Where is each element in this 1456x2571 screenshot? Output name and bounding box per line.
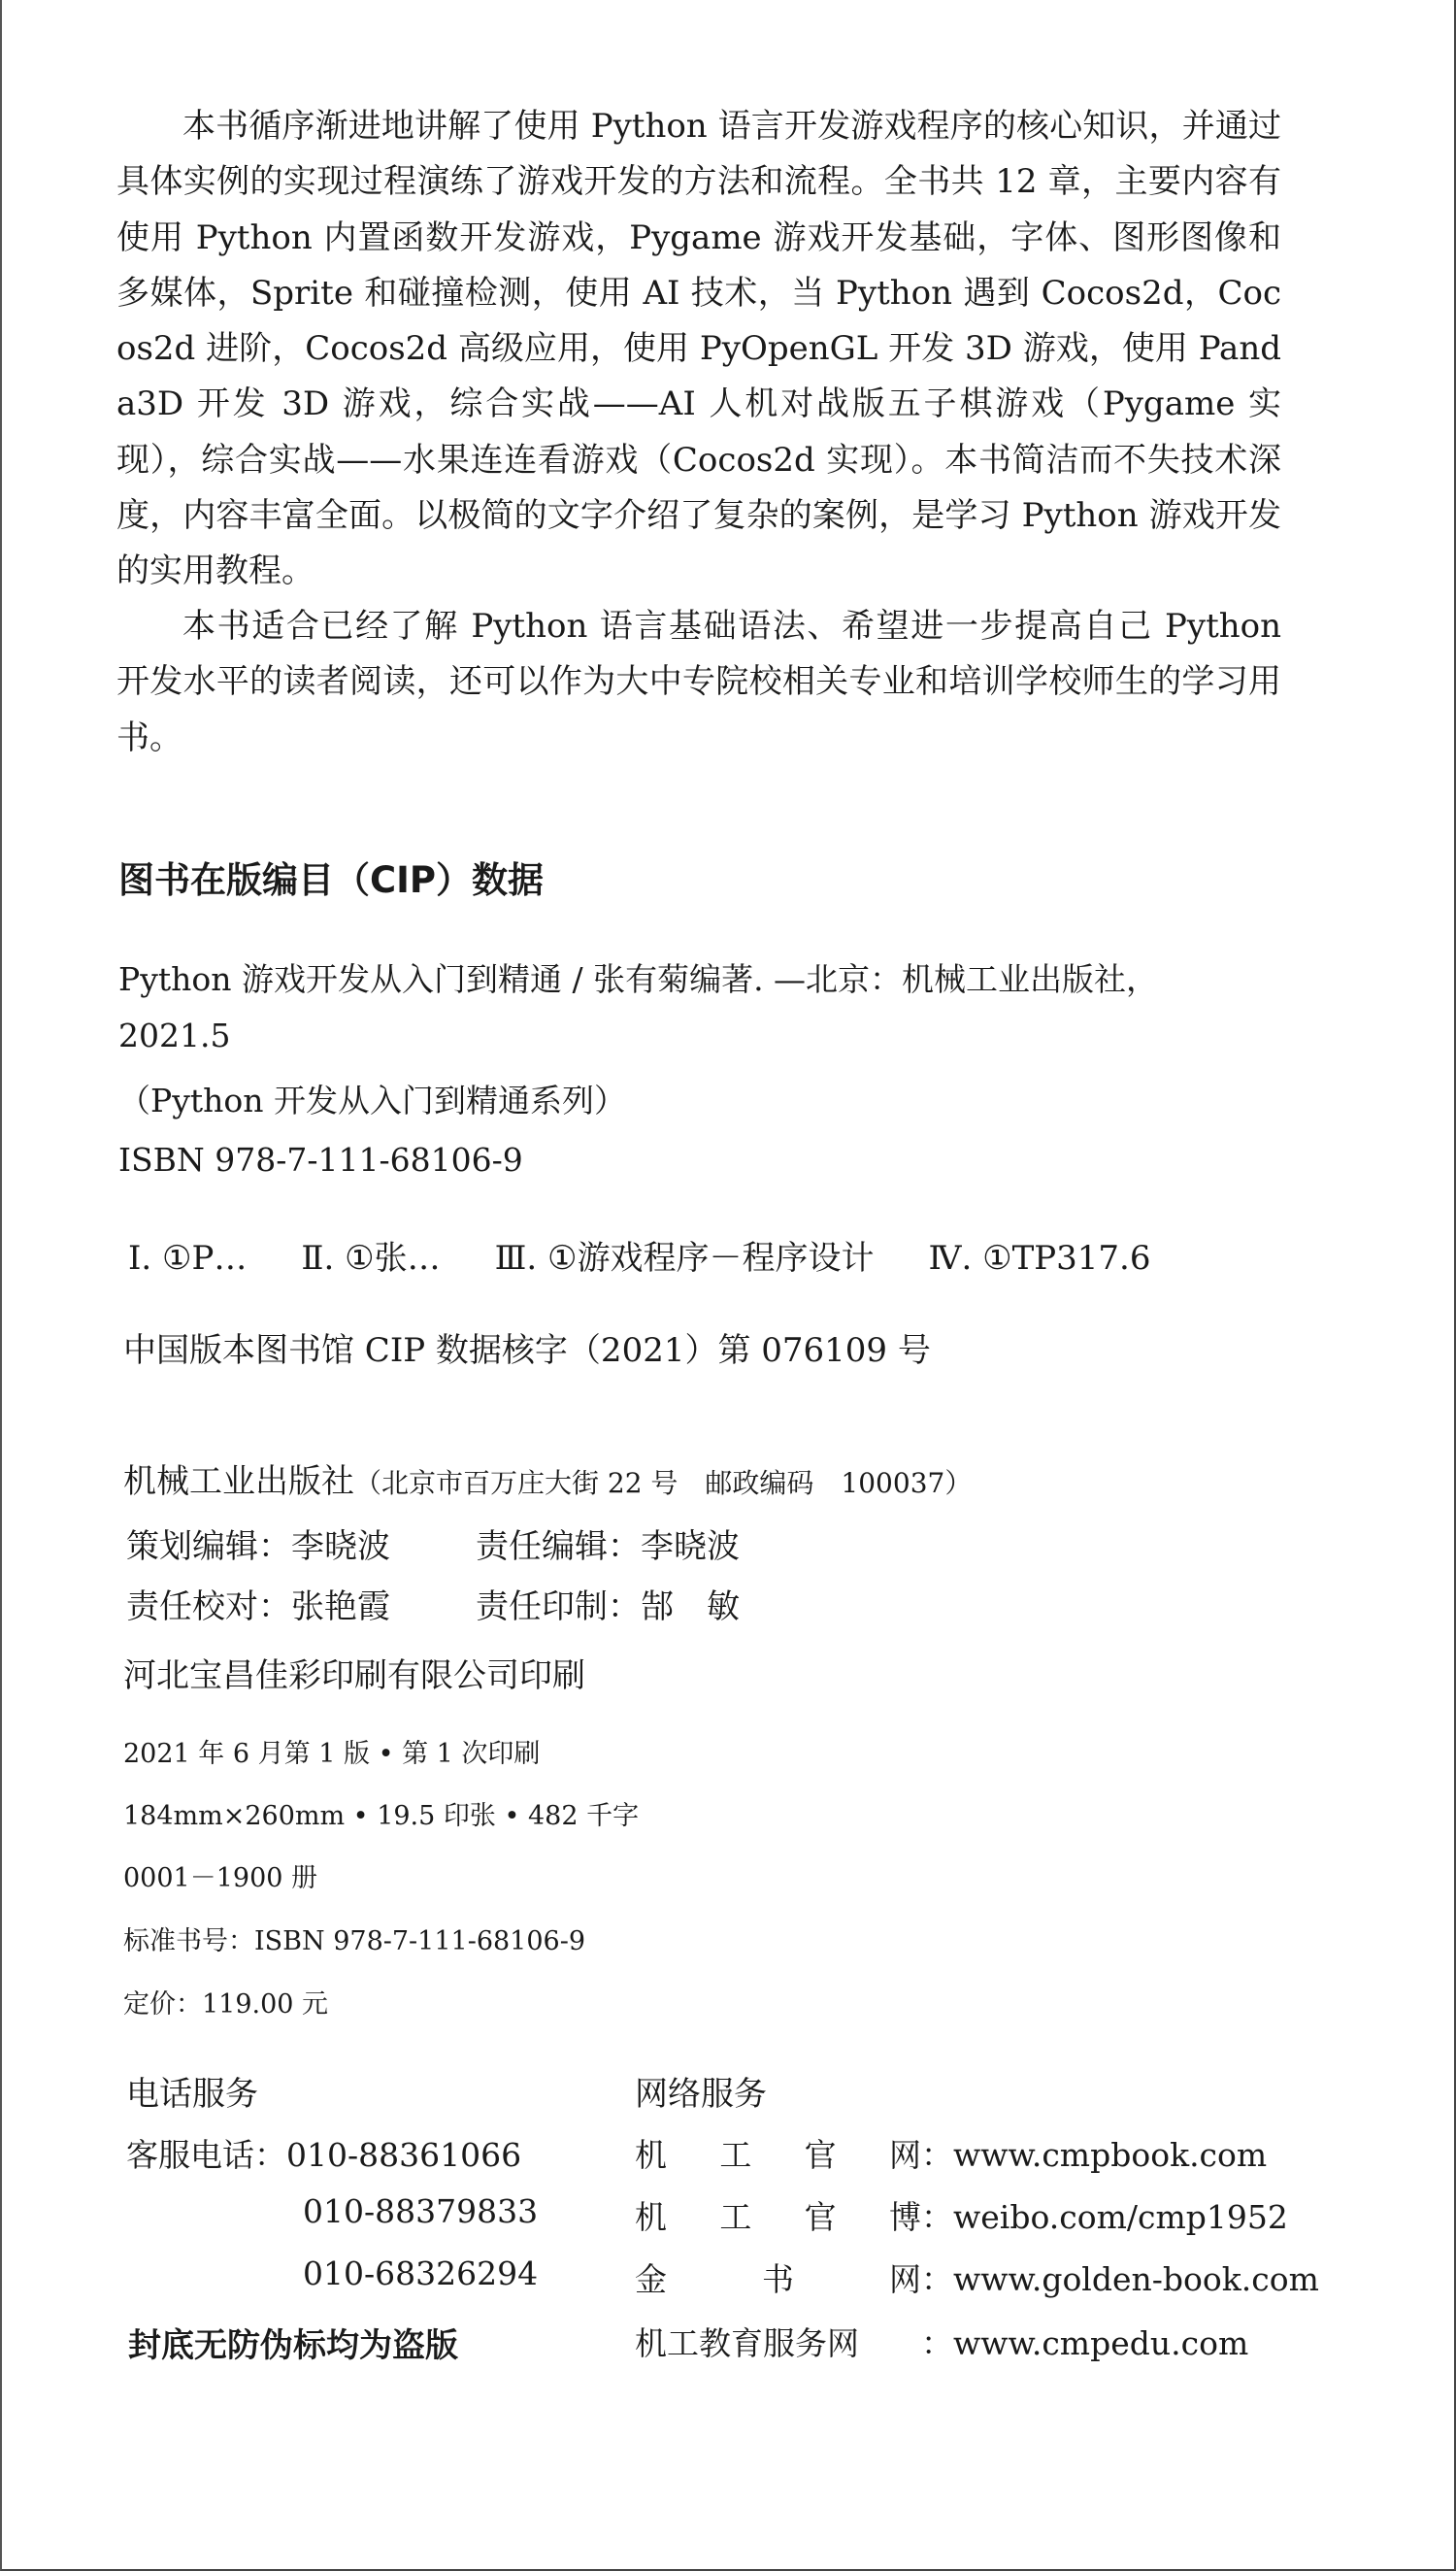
colon: ： xyxy=(921,2260,953,2298)
classification-entry: Ⅰ. ①P… xyxy=(128,1239,248,1278)
phone-number: 010-68326294 xyxy=(303,2254,539,2292)
staff-name: 郜 敏 xyxy=(641,1587,740,1626)
cip-heading: 图书在版编目（CIP）数据 xyxy=(118,859,545,901)
staff-row xyxy=(126,1519,825,1567)
audience-paragraph: 本书适合已经了解 Python 语言基础语法、希望进一步提高自己 Python 开发水平的读者阅读，还可以作为大中专院校相关专业和培训学校师生的学习用书。 xyxy=(116,607,1281,757)
web-service-row xyxy=(635,2319,1248,2364)
web-address: www.cmpedu.com xyxy=(953,2324,1249,2362)
staff-name: 张艳霞 xyxy=(291,1587,390,1626)
colon: ： xyxy=(921,2324,953,2362)
staff-label: 责任印制： xyxy=(476,1587,641,1626)
classification-entry: Ⅳ. ①TP317.6 xyxy=(928,1239,1151,1278)
price: 定价：119.00 元 xyxy=(123,1989,329,2020)
web-service-label: 机工官博 xyxy=(635,2198,921,2236)
cip-record-line: Python 游戏开发从入门到精通 / 张有菊编著. —北京：机械工业出版社， xyxy=(118,960,1159,998)
cip-classification xyxy=(128,1231,1150,1279)
cip-record-date: 2021.5 xyxy=(118,1017,231,1054)
staff-label: 策划编辑： xyxy=(126,1527,291,1566)
edition-info: 2021 年 6 月第 1 版 • 第 1 次印刷 xyxy=(123,1739,541,1769)
web-address: www.cmpbook.com xyxy=(953,2136,1268,2174)
web-service-row xyxy=(635,2254,1319,2300)
classification-entry: Ⅲ. ①游戏程序－程序设计 xyxy=(494,1239,875,1278)
publisher-address: （北京市百万庄大街 22 号 邮政编码 100037） xyxy=(354,1467,973,1499)
web-service-heading: 网络服务 xyxy=(635,2075,767,2114)
web-service-row xyxy=(635,2130,1267,2176)
publisher-line xyxy=(123,1454,972,1502)
anti-piracy-notice: 封底无防伪标均为盗版 xyxy=(128,2326,458,2365)
colon: ： xyxy=(921,2198,953,2236)
phone-service-heading: 电话服务 xyxy=(126,2075,258,2114)
print-run: 0001－1900 册 xyxy=(123,1863,318,1893)
phone-line xyxy=(126,2130,521,2176)
format-info: 184mm×260mm • 19.5 印张 • 482 千字 xyxy=(123,1801,640,1831)
staff-name: 李晓波 xyxy=(291,1527,390,1566)
standard-book-number: 标准书号：ISBN 978-7-111-68106-9 xyxy=(123,1926,586,1956)
phone-number: 010-88379833 xyxy=(303,2192,539,2230)
phone-label: 客服电话： xyxy=(126,2136,286,2174)
web-address: www.golden-book.com xyxy=(953,2260,1319,2298)
web-service-label: 机工教育服务网 xyxy=(635,2324,859,2362)
web-service-label: 金书网 xyxy=(635,2260,921,2298)
classification-entry: Ⅱ. ①张… xyxy=(301,1239,441,1278)
printer: 河北宝昌佳彩印刷有限公司印刷 xyxy=(123,1656,585,1695)
web-service-row xyxy=(635,2192,1288,2238)
staff-label: 责任校对： xyxy=(126,1587,291,1626)
staff-row xyxy=(126,1580,825,1627)
web-service-label: 机工官网 xyxy=(635,2136,921,2174)
phone-number: 010-88361066 xyxy=(286,2136,522,2174)
cip-series: （Python 开发从入门到精通系列） xyxy=(118,1082,626,1119)
cip-isbn: ISBN 978-7-111-68106-9 xyxy=(118,1141,523,1179)
colon: ： xyxy=(921,2136,953,2174)
book-description-paragraph: 本书循序渐进地讲解了使用 Python 语言开发游戏程序的核心知识，并通过具体实例的实现过程演练了游戏开发的方法和流程。全书共 12 章，主要内容有使用 Python 内置函数开发游戏，Pygame 游戏开发基础，字体、图形图像和多媒体，Sprite 和碰撞检测，使用 AI 技术，当 Python 遇到 Cocos2d，Cocos2d 进阶，Cocos2d 高级应用，使用 PyOpenGL 开发 3D 游戏，使用 Panda3D 开发 3D 游戏，综合实战——AI 人机对战版五子棋游戏（Pygame 实现），综合实战——水果连连看游戏（Cocos2d 实现）。本书简洁而不失技术深度，内容丰富全面。以极简的文字介绍了复杂的案例，是学习 Python 游戏开发的实用教程。 xyxy=(116,107,1281,591)
staff-label: 责任编辑： xyxy=(476,1527,641,1566)
web-address: weibo.com/cmp1952 xyxy=(953,2198,1288,2236)
staff-name: 李晓波 xyxy=(641,1527,740,1566)
cip-number: 中国版本图书馆 CIP 数据核字（2021）第 076109 号 xyxy=(123,1331,931,1370)
publisher-name: 机械工业出版社 xyxy=(123,1462,354,1501)
